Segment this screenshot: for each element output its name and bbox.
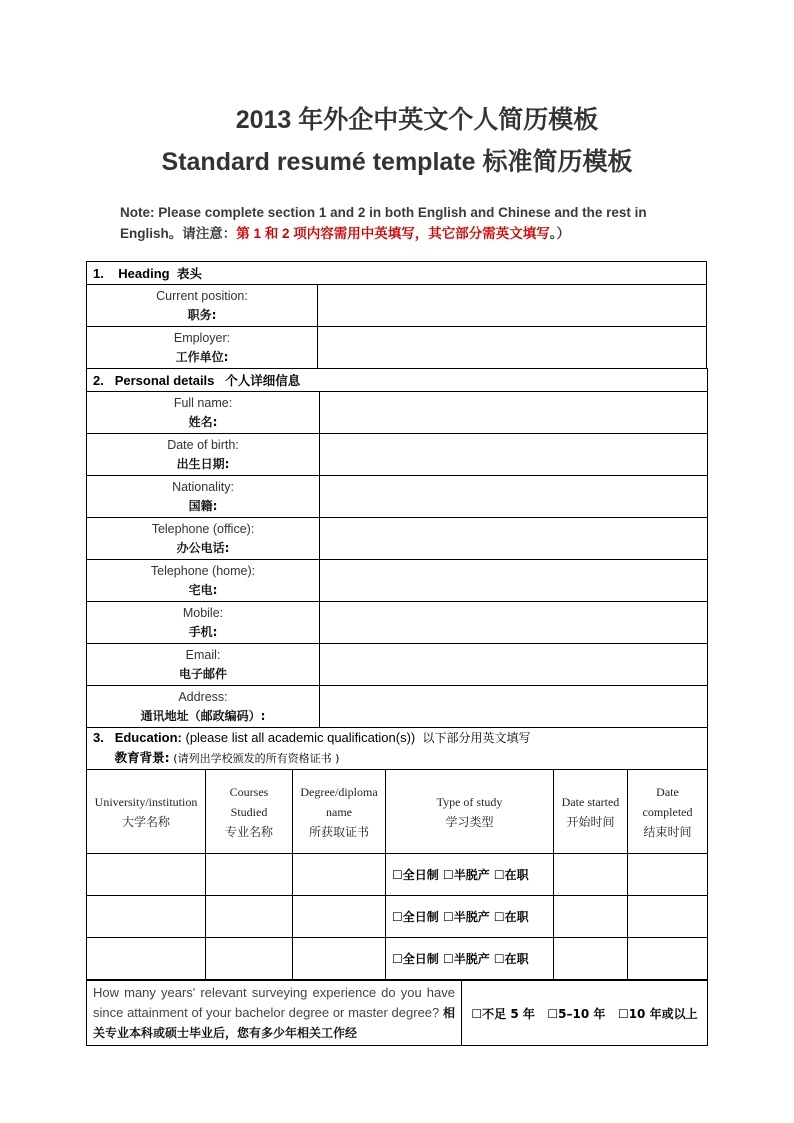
university-cell[interactable] — [87, 938, 206, 980]
current-position-label: Current position: 职务: — [87, 285, 318, 327]
on-job-checkbox[interactable]: ☐在职 — [493, 868, 529, 882]
section-2-header — [87, 369, 708, 392]
section-number: 3. — [93, 730, 104, 745]
note-text: Note: Please complete section 1 and 2 in both English and Chinese and the rest in English。请注意： — [120, 205, 647, 241]
col-type-of-study: Type of study 学习类型 — [386, 770, 554, 854]
full-name-label: Full name: 姓名: — [87, 392, 320, 434]
part-time-checkbox[interactable]: ☐半脱产 — [442, 910, 490, 924]
section-subtitle-cn: 以下部分用英文填写 — [422, 731, 531, 745]
5-to-10-checkbox[interactable]: ☐5–10 年 — [547, 1006, 606, 1021]
nationality-field[interactable] — [320, 476, 708, 518]
personal-details-table — [86, 368, 708, 728]
section-1-header — [87, 262, 707, 285]
employer-label: Employer: 工作单位: — [87, 327, 318, 369]
home-phone-field[interactable] — [320, 560, 708, 602]
type-of-study-cell — [386, 896, 554, 938]
section-subtitle: (please list all academic qualification(s)) — [185, 730, 416, 745]
document-title-line2: Standard resumé template 标准简历模板 — [161, 148, 633, 176]
employer-field[interactable] — [318, 327, 707, 369]
date-started-cell[interactable] — [554, 854, 628, 896]
address-label: Address: 通讯地址（邮政编码）: — [87, 686, 320, 728]
university-cell[interactable] — [87, 854, 206, 896]
email-label: Email: 电子邮件 — [87, 644, 320, 686]
col-date-started: Date started 开始时间 — [554, 770, 628, 854]
nationality-label: Nationality: 国籍: — [87, 476, 320, 518]
note-highlight: 第 1 和 2 项内容需用中英填写，其它部分需英文填写 — [236, 226, 550, 241]
date-completed-cell[interactable] — [628, 896, 708, 938]
date-completed-cell[interactable] — [628, 938, 708, 980]
office-phone-label: Telephone (office): 办公电话: — [87, 518, 320, 560]
date-of-birth-label: Date of birth: 出生日期: — [87, 434, 320, 476]
current-position-field[interactable] — [318, 285, 707, 327]
on-job-checkbox[interactable]: ☐在职 — [493, 952, 529, 966]
part-time-checkbox[interactable]: ☐半脱产 — [442, 868, 490, 882]
section-number: 1. — [93, 266, 104, 281]
part-time-checkbox[interactable]: ☐半脱产 — [442, 952, 490, 966]
section-title-cn: 表头 — [176, 266, 202, 281]
full-name-field[interactable] — [320, 392, 708, 434]
col-date-completed: Date completed 结束时间 — [628, 770, 708, 854]
section-subtitle2-cn: (请列出学校颁发的所有资格证书 ) — [173, 752, 340, 765]
col-courses: Courses Studied 专业名称 — [206, 770, 293, 854]
instruction-note — [120, 202, 690, 244]
table-row — [87, 938, 708, 980]
10-plus-checkbox[interactable]: ☐10 年或以上 — [617, 1006, 698, 1021]
degree-cell[interactable] — [293, 896, 386, 938]
section-title: Heading — [118, 266, 170, 281]
courses-cell[interactable] — [206, 938, 293, 980]
address-field[interactable] — [320, 686, 708, 728]
section-number: 2. — [93, 373, 104, 388]
degree-cell[interactable] — [293, 854, 386, 896]
on-job-checkbox[interactable]: ☐在职 — [493, 910, 529, 924]
table-row — [87, 896, 708, 938]
degree-cell[interactable] — [293, 938, 386, 980]
document-title-line1: 2013 年外企中英文个人简历模板 — [235, 106, 599, 134]
courses-cell[interactable] — [206, 896, 293, 938]
section-title-cn: 教育背景: — [114, 750, 170, 765]
education-table — [86, 727, 708, 980]
experience-question: How many years' relevant surveying experience do you have since attainment of your bachelor degree or master degree? 相关专业本科或硕士毕业后，您有多少年相关工作经 — [87, 981, 462, 1046]
section-heading-table — [86, 261, 707, 369]
section-title-cn: 个人详细信息 — [225, 373, 301, 388]
experience-options — [462, 981, 708, 1046]
table-row — [87, 854, 708, 896]
mobile-field[interactable] — [320, 602, 708, 644]
mobile-label: Mobile: 手机: — [87, 602, 320, 644]
section-3-header — [87, 728, 708, 770]
type-of-study-cell — [386, 938, 554, 980]
university-cell[interactable] — [87, 896, 206, 938]
full-time-checkbox[interactable]: ☐全日制 — [392, 868, 439, 882]
date-started-cell[interactable] — [554, 938, 628, 980]
home-phone-label: Telephone (home): 宅电: — [87, 560, 320, 602]
full-time-checkbox[interactable]: ☐全日制 — [392, 952, 439, 966]
section-title: Education: — [114, 730, 182, 745]
date-started-cell[interactable] — [554, 896, 628, 938]
type-of-study-cell — [386, 854, 554, 896]
col-university: University/institution 大学名称 — [87, 770, 206, 854]
experience-table — [86, 980, 708, 1046]
date-of-birth-field[interactable] — [320, 434, 708, 476]
date-completed-cell[interactable] — [628, 854, 708, 896]
office-phone-field[interactable] — [320, 518, 708, 560]
email-field[interactable] — [320, 644, 708, 686]
section-title: Personal details — [114, 373, 215, 388]
note-end: 。） — [549, 226, 571, 241]
full-time-checkbox[interactable]: ☐全日制 — [392, 910, 439, 924]
less-than-5-checkbox[interactable]: ☐不足 5 年 — [471, 1006, 535, 1021]
col-degree: Degree/diploma name 所获取证书 — [293, 770, 386, 854]
courses-cell[interactable] — [206, 854, 293, 896]
